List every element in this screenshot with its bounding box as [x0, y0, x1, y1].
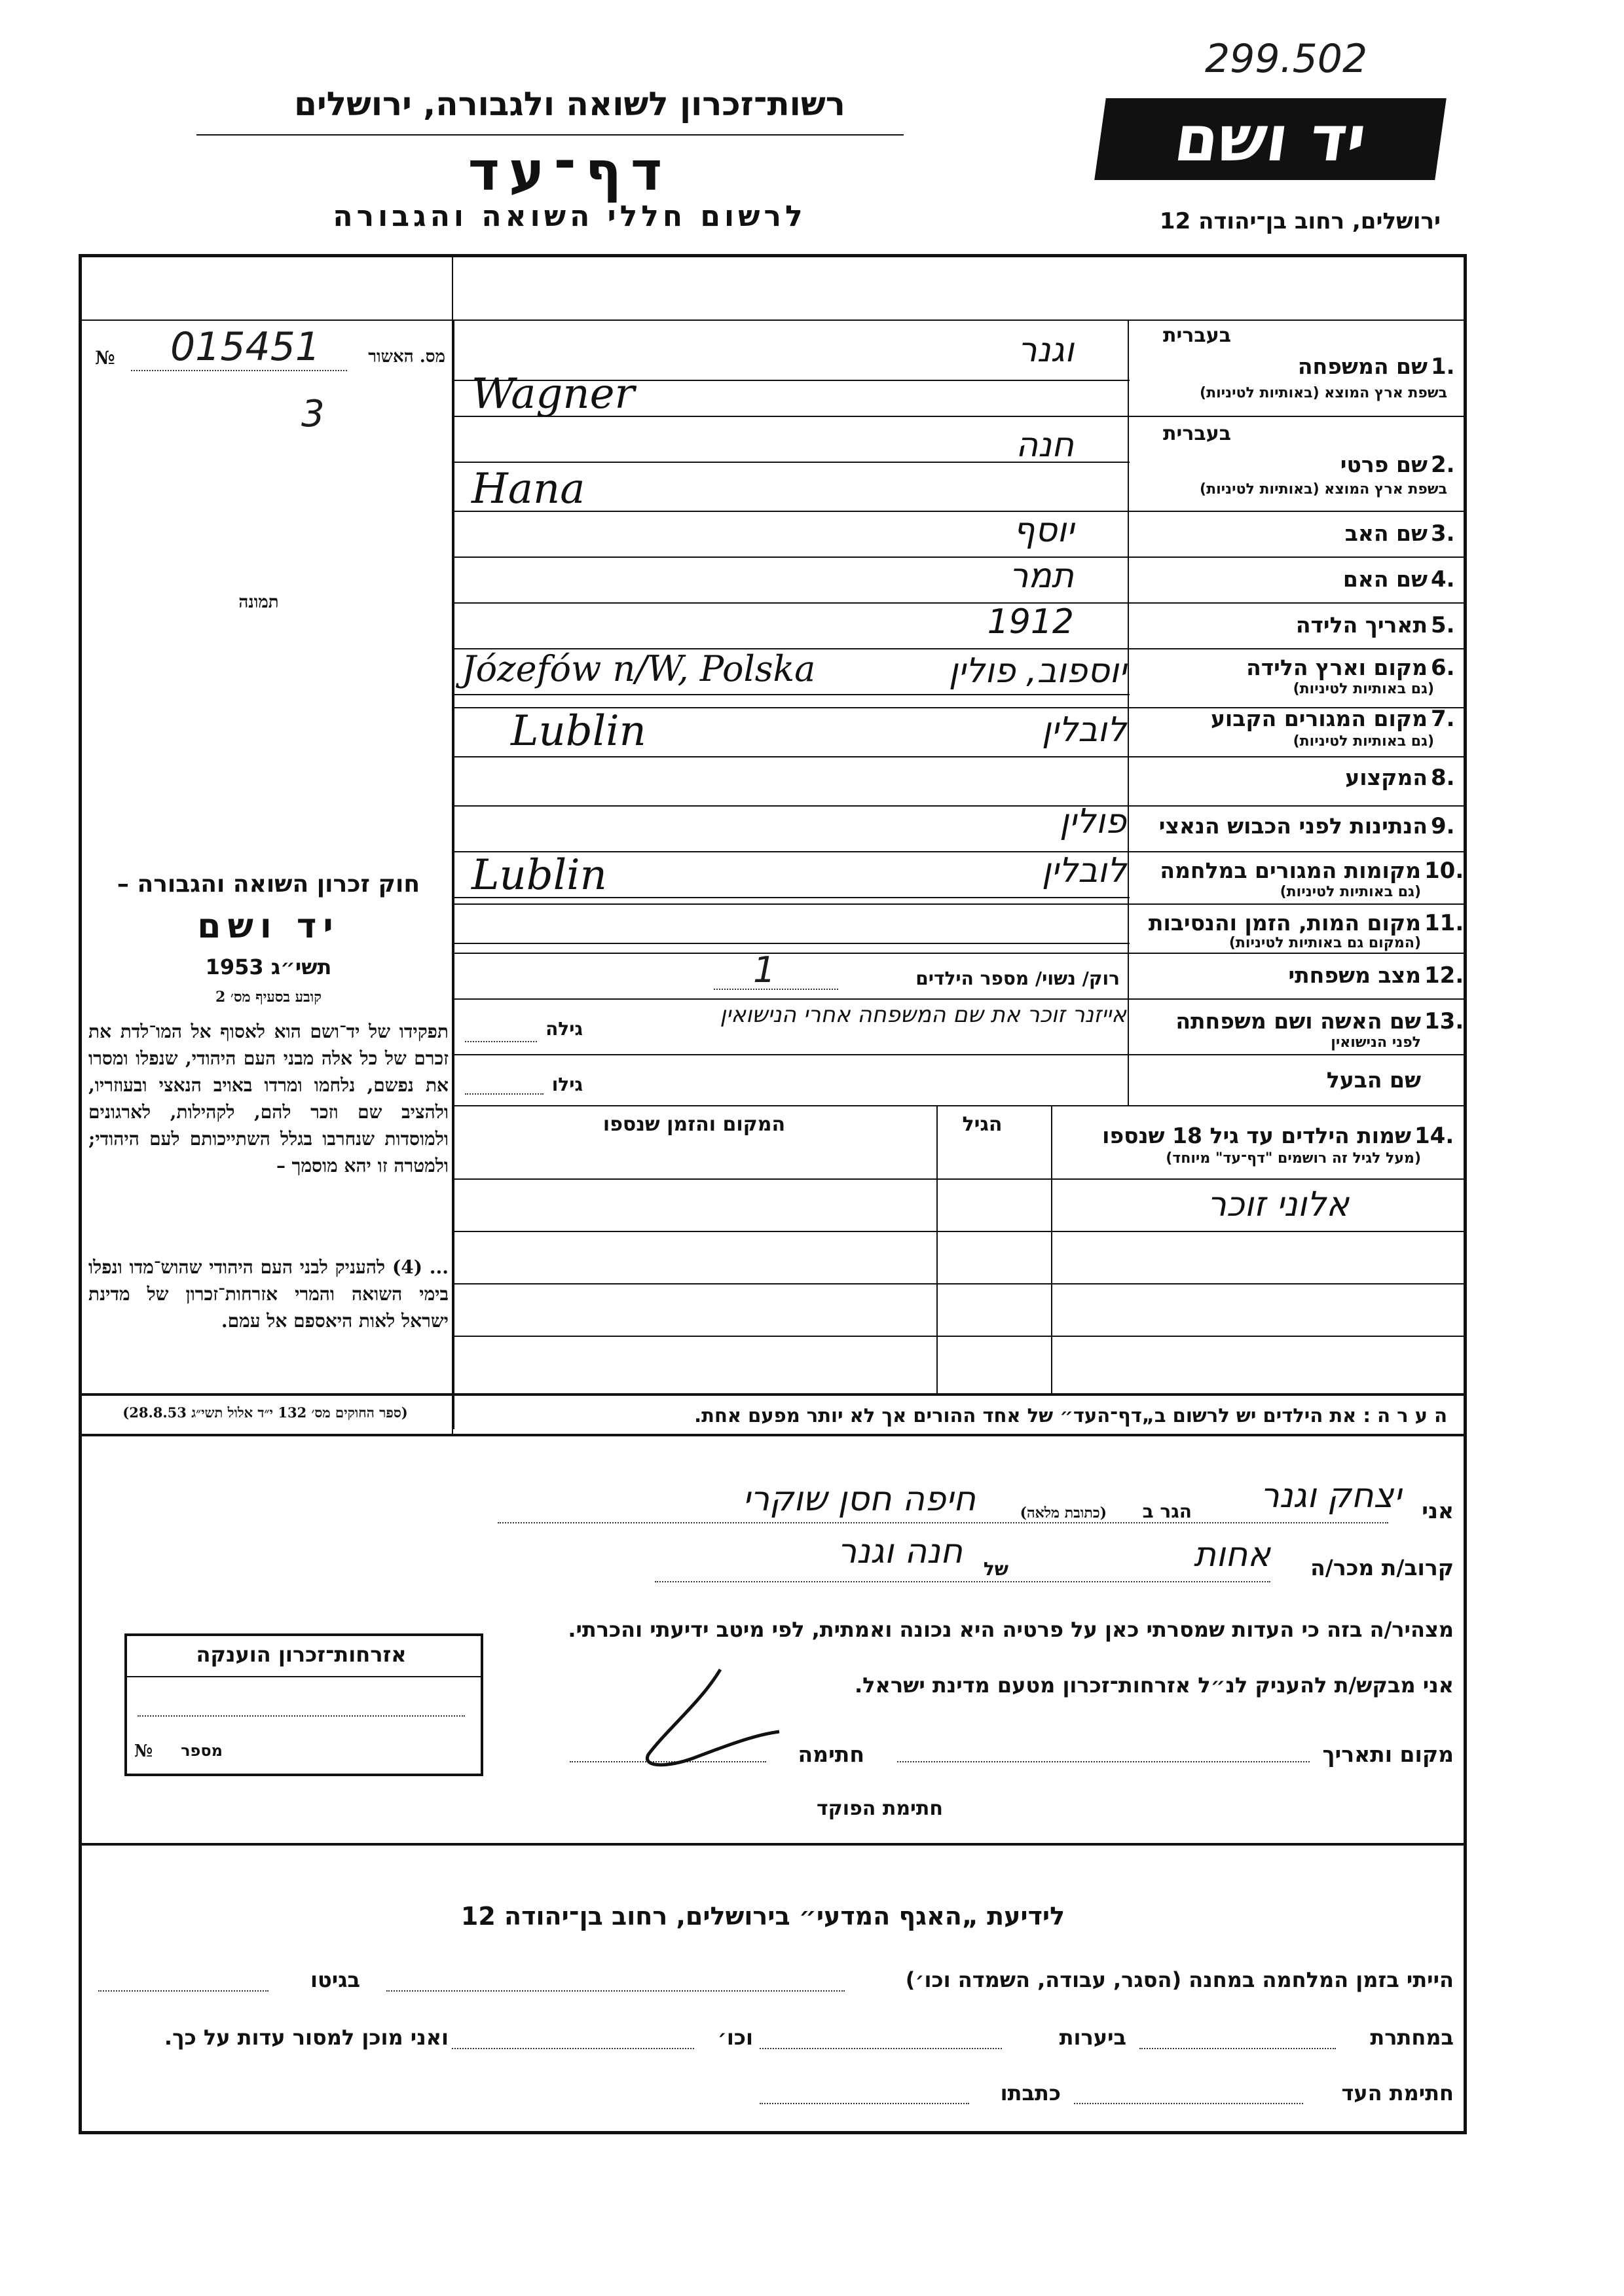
field-12-children-count: 1 [753, 949, 776, 991]
field-7-value-he: לובלין [1041, 710, 1126, 750]
bottom-line2-d: ואני מוכן למסור עדות על כך. [164, 2025, 449, 2050]
field-6-label: מקום וארץ הלידה [1246, 655, 1428, 680]
husband-label: שם הבעל [1326, 1067, 1421, 1093]
child-1-name: אלוני זוכר [1207, 1185, 1349, 1224]
children-age-header: הגיל [962, 1113, 1003, 1136]
field-12-number: 12. [1424, 962, 1464, 989]
law-section: קובע בסעיף מס׳ 2 [215, 989, 322, 1006]
row-line-10b [452, 903, 1464, 905]
field-4-number: 4. [1431, 566, 1455, 592]
field-2-value-latin: Hana [471, 465, 585, 513]
witness-address: חיפה חסן שוקרי [743, 1480, 976, 1519]
field-5-label: תאריך הלידה [1295, 612, 1428, 638]
citizenship-box-title: אזרחות־זכרון הוענקה [196, 1642, 407, 1667]
approval-number-line [131, 370, 347, 371]
law-year: תשי״ג 1953 [205, 955, 332, 979]
citizenship-line-1 [138, 1715, 465, 1717]
statement: מצהיר/ה בזה כי העדות שמסרתי כאן על פרטיה היא נכונה ואמתית, לפי מיטב ידיעתי והכרתי. [568, 1617, 1454, 1642]
citizenship-box-divider [124, 1676, 481, 1677]
law-title: חוק זכרון השואה והגבורה – [117, 871, 420, 898]
field-11-number: 11. [1424, 910, 1464, 936]
field-4-value: תמר [1009, 556, 1074, 596]
approval-number: 015451 [170, 324, 321, 370]
field-4-label: שם האם [1342, 566, 1428, 592]
approval-number-symbol: № [95, 347, 115, 369]
children-row-1 [452, 1178, 1464, 1180]
field-10-note: (גם באותיות לטיניות) [1280, 884, 1421, 900]
witness-signature [622, 1656, 799, 1787]
field-2-lang: בעברית [1163, 422, 1231, 445]
top-row-split [452, 257, 453, 319]
bottom-line3-a: חתימת העד [1341, 2081, 1454, 2105]
address: ירושלים, רחוב בן־יהודה 12 [1159, 208, 1441, 234]
field-9-number: 9. [1431, 813, 1455, 839]
field-11-label: מקום המות, הזמן והנסיבות [1148, 910, 1421, 936]
remark-text: ה ע ר ה : את הילדים יש לרשום ב„דף־העד״ של אחד ההורים אך לא יותר מפעם אחת. [694, 1404, 1447, 1427]
law-text-1: תפקידו של יד־ושם הוא לאסוף אל המו־לדת את זכרם של כל אלה מבני העם היהודי, שנפלו ומסרו את נפשם, נלחמו ומרדו באויב הנאצי ובעוזריו, ולהציב שם וזכר להם, לקהילות, לארגונים ולמוסדות שנחרבו בגלל השתייכותם לעם היהודי; ולמטרה זו יהא מוסמך – [88, 1021, 449, 1176]
field-12-line [714, 989, 838, 990]
resident-label: הגר ב [1142, 1501, 1192, 1522]
children-row-2 [452, 1231, 1464, 1232]
field-2-number: 2. [1431, 452, 1455, 478]
approval-suffix: 3 [301, 393, 325, 435]
field-12-label: מצב משפחתי [1288, 962, 1421, 988]
bottom-line3-fill-2 [760, 2103, 969, 2104]
bottom-line1-b: בגיטו [310, 1967, 360, 1992]
bottom-line1-fill-2 [98, 1990, 268, 1992]
citizenship-number-label: מספר [181, 1741, 223, 1760]
deceased-name: חנה וגנר [837, 1532, 963, 1571]
bottom-line3-fill-1 [1074, 2103, 1303, 2104]
row-line-12 [452, 998, 1464, 1000]
field-1-label: שם המשפחה [1297, 354, 1428, 379]
photo-label: תמונה [238, 592, 279, 612]
field-3-number: 3. [1431, 520, 1455, 547]
field-5-number: 5. [1431, 612, 1455, 638]
field-14-note: (מעל לגיל זה רושמים "דף־עד" מיוחד) [1166, 1150, 1421, 1167]
row-line-6a [452, 694, 1130, 695]
field-10-value-he: לובלין [1041, 851, 1126, 890]
field-2-label: שם פרטי [1340, 452, 1428, 477]
field-5-value: 1912 [987, 602, 1074, 642]
children-row-3 [452, 1283, 1464, 1285]
field-1-note: בשפת ארץ המוצא (באותיות לטיניות) [1200, 385, 1447, 401]
field-9-value: פולין [1060, 802, 1126, 841]
bottom-section-top [82, 1843, 1464, 1846]
field-1-lang: בעברית [1163, 324, 1231, 347]
field-2-note: בשפת ארץ המוצא (באותיות לטיניות) [1200, 481, 1447, 498]
field-12-status: רוק/ נשוי/ מספר הילדים [915, 968, 1120, 989]
row-line-7 [452, 756, 1464, 757]
field-9-label: הנתינות לפני הכבוש הנאצי [1158, 813, 1428, 839]
authority-title: רשות־זכרון לשואה ולגבורה, ירושלים [294, 85, 845, 123]
field-11-note: (המקום גם באותיות לטיניות) [1228, 935, 1421, 951]
remark-divider [452, 1393, 453, 1434]
i-label: אני [1422, 1498, 1454, 1523]
field-10-number: 10. [1424, 858, 1464, 884]
field-10-value-latin: Lublin [471, 851, 607, 900]
witness-name: יצחק וגנר [1260, 1476, 1401, 1516]
field-7-value-latin: Lublin [511, 707, 646, 756]
field-1-value-he: וגנר [1018, 331, 1074, 370]
field-6-number: 6. [1431, 655, 1455, 681]
field-1-value-latin: Wagner [471, 370, 635, 418]
bottom-line1-fill-1 [386, 1990, 845, 1992]
field-14-label: שמות הילדים עד גיל 18 שנספו [1102, 1123, 1411, 1148]
field-7-number: 7. [1431, 706, 1455, 732]
bottom-line3-b: כתבתו [1000, 2081, 1061, 2105]
children-place-header: המקום והזמן שנספו [602, 1113, 786, 1136]
row-line-husband [452, 1105, 1464, 1106]
bottom-title: לידיעת „האגף המדעי״ בירושלים, רחוב בן־יהודה 12 [460, 1902, 1065, 1931]
place-date-label: מקום ותאריך [1322, 1741, 1454, 1767]
law-name: יד ושם [197, 907, 340, 946]
bottom-line2-b: ביערות [1059, 2025, 1126, 2050]
law-reference: (ספר החוקים מס׳ 132 י״ד אלול תשי״ג 28.8.53) [122, 1404, 408, 1421]
field-14-number: 14. [1414, 1123, 1454, 1149]
field-3-label: שם האב [1344, 520, 1428, 546]
remark-row-bottom [82, 1434, 1464, 1436]
field-13-age-label: גילה [545, 1018, 583, 1040]
logo: יד ושם [1094, 98, 1447, 180]
row-line-11a [452, 943, 1130, 944]
citizenship-number-symbol: № [134, 1741, 153, 1761]
approval-label: מס. האשור [368, 347, 445, 367]
relative-line [655, 1581, 1270, 1582]
left-column-divider [452, 319, 454, 1429]
request: אני מבקש/ת להעניק לנ״ל אזרחות־זכרון מטעם מדינת ישראל. [855, 1673, 1454, 1698]
full-address-label: (כתובת מלאה) [1020, 1504, 1107, 1522]
field-6-value-he: יוספוב, פולין [948, 651, 1126, 691]
field-6-value-latin: Józefów n/W, Polska [462, 648, 816, 689]
field-6-note: (גם באותיות לטיניות) [1293, 681, 1434, 697]
bottom-line2-fill-2 [760, 2048, 1002, 2049]
field-13-number: 13. [1424, 1008, 1464, 1034]
row-line-13 [452, 1054, 1464, 1055]
officer-signature-label: חתימת הפוקד [817, 1797, 943, 1820]
field-7-note: (גם באותיות לטיניות) [1293, 733, 1434, 750]
field-8-number: 8. [1431, 765, 1455, 791]
children-col-1 [936, 1105, 938, 1393]
form-subtitle: לרשום חללי השואה והגבורה [333, 200, 807, 233]
children-row-4 [452, 1336, 1464, 1337]
address-line [498, 1522, 1388, 1523]
husband-age-label: גילו [551, 1074, 583, 1095]
field-2-value-he: חנה [1016, 426, 1074, 465]
bottom-line1-a: הייתי בזמן המלחמה במחנה (הסגר, עבודה, השמדה וכו׳) [905, 1967, 1454, 1992]
top-row-divider [82, 319, 1464, 321]
field-8-label: המקצוע [1345, 765, 1428, 790]
field-1-number: 1. [1431, 354, 1455, 380]
field-13-label: שם האשה ושם משפחתה [1175, 1008, 1421, 1034]
form-title: דף־עד [468, 141, 672, 203]
children-col-2 [1051, 1105, 1052, 1393]
field-3-value: יוסף [1013, 511, 1074, 550]
law-text-2: ... (4) להעניק לבני העם היהודי שהוש־מדו ונפלו בימי השואה והמרי אזרחות־זכרון של מדינת ישראל לאות היאספם אל עמם. [88, 1256, 449, 1332]
of-label: של [983, 1558, 1008, 1580]
label-column-divider [1128, 319, 1129, 1105]
field-13-note: לפני הנישואין [1331, 1034, 1421, 1051]
authority-underline [196, 134, 904, 136]
bottom-line2-fill-1 [1139, 2048, 1336, 2049]
signature-label: חתימה [798, 1741, 864, 1767]
place-date-line [897, 1761, 1310, 1762]
bottom-line2-a: במחתרת [1370, 2025, 1454, 2050]
field-10-label: מקומות המגורים במלחמה [1160, 858, 1421, 883]
bottom-line2-c: וכו׳ [717, 2025, 753, 2050]
archive-number: 299.502 [1205, 36, 1368, 82]
field-7-label: מקום המגורים הקבוע [1210, 706, 1428, 731]
relation: אחות [1193, 1535, 1270, 1575]
relative-label: קרוב/ת מכר/ה [1310, 1555, 1454, 1580]
field-13-age-line [465, 1041, 537, 1042]
bottom-line2-fill-3 [452, 2048, 694, 2049]
husband-age-line [465, 1093, 544, 1095]
remark-row-top [82, 1393, 1464, 1396]
field-13-value: אייזנר זוכר את שם המשפחה אחרי הנישואין [720, 1002, 1126, 1028]
row-line-11b [452, 953, 1464, 954]
